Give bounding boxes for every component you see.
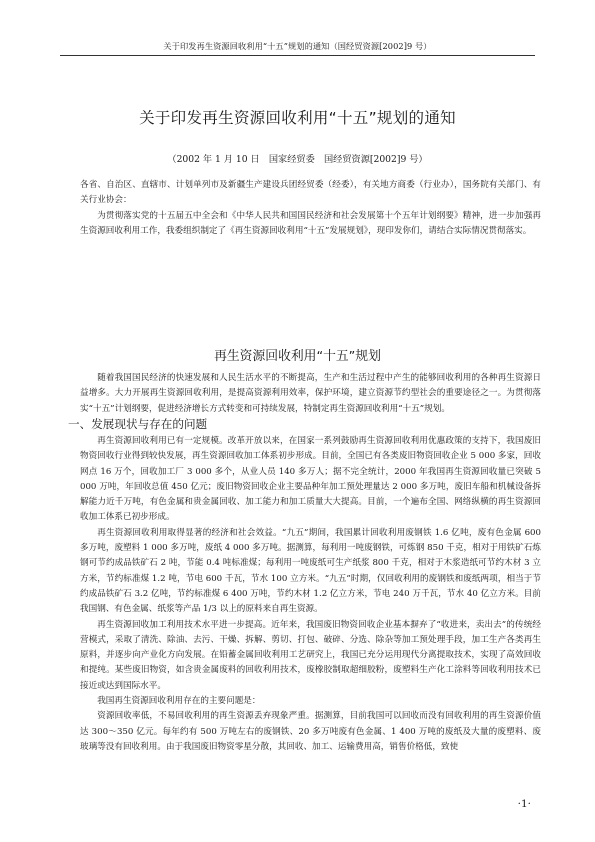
body-paragraph: 资源回收率低，不易回收利用的再生资源丢弃现象严重。据测算，目前我国可以回收而没有回收利用的再生资源价值达 300～350 亿元。每年约有 500 万吨左右的废钢铁、20 多万吨废有色金属、1 400 万吨的废纸及大量的废塑料、废玻璃等没有回收利用。由于我国废旧物资零星分散，其回收、加工、运输费用高，销售价格低，致使 — [80, 711, 541, 752]
intro-paragraph: 随着我国国民经济的快速发展和人民生活水平的不断提高，生产和生活过程中产生的能够回收利用的各种再生资源日益增多。大力开展再生资源回收利用，是提高资源利用效率，保护环境，建立资源节约型社会的重要途径之一。为贯彻落实“十五”计划纲要，促进经济增长方式转变和可持续发展，特制定再生资源回收利用“十五”规划。 — [80, 373, 541, 414]
notice-text — [80, 178, 541, 239]
body-paragraph: 再生资源回收利用已有一定规模。改革开放以来，在国家一系列鼓励再生资源回收利用优惠政策的支持下，我国废旧物资回收行业得到较快发展，再生资源回收加工体系初步形成。目前，全国已有各类废旧物资回收企业 5 000 多家，回收网点 16 万个，回收加工厂 3 000 多个，从业人员 140 多万人；据不完全统计，2000 年我国再生资源回收量已突破 5 000 万吨，年回收总值 450 亿元；废旧物资回收企业主要品种年加工预处理量达 2 000 多万吨，废旧车船和机械设备拆解能力近千万吨，有色金属和贵金属回收、加工能力和加工质量大大提高。目前，一个遍布全国、网络纵横的再生资源回收加工体系已初步形成。 — [80, 436, 541, 523]
notice-paragraph: 为贯彻落实党的十五届五中全会和《中华人民共和国国民经济和社会发展第十个五年计划纲要》精神，进一步加强再生资源回收利用工作，我委组织制定了《再生资源回收利用“十五”发展规划》，现印发你们，请结合实际情况贯彻落实。 — [80, 210, 541, 236]
document-title: 关于印发再生资源回收利用“十五”规划的通知 — [139, 109, 456, 127]
body-paragraph: 再生资源回收利用取得显著的经济和社会效益。“九五”期间，我国累计回收利用废钢铁 1.6 亿吨，废有色金属 600 多万吨，废塑料 1 000 多万吨，废纸 4 000 多万吨。据测算，每利用一吨废钢铁，可炼钢 850 千克，相对于用铁矿石炼钢可节约成品铁矿石 2 吨，节能 0.4 吨标准煤；每利用一吨废纸可生产纸浆 800 千克，相对于木浆造纸可节约木材 3 立方米，节约标准煤 1.2 吨，节电 600 千瓦，节水 100 立方米。“九五”时期，仅回收利用的废钢铁和废纸两项，相当于节约成品铁矿石 3.2 亿吨，节约标准煤 6 400 万吨，节约木材 1.2 亿立方米，节电 240 万千瓦，节水 40 亿立方米。目前我国钢、有色金属、纸浆等产品 1/3 以上的原料来自再生资源。 — [80, 527, 541, 615]
addressee-paragraph: 各省、自治区、直辖市、计划单列市及新疆生产建设兵团经贸委（经委），有关地方商委（行业办），国务院有关部门、有关行业协会： — [80, 180, 541, 206]
plan-title: 再生资源回收利用“十五”规划 — [214, 349, 381, 364]
plan-intro — [80, 371, 541, 417]
section-body — [80, 434, 541, 755]
body-paragraph: 再生资源回收加工利用技术水平进一步提高。近年来，我国废旧物资回收企业基本摒弃了“收进来，卖出去”的传统经营模式，采取了清洗、除油、去污、干燥、拆解、剪切、打包、破碎、分选、除杂等加工预处理手段，加工生产各类再生原料，并逐步向产业化方向发展。在铅蓄金属回收利用工艺研究上，我国已充分运用现代分离提取技术，实现了高效回收和提纯。某些废旧物资，如含贵金属废料的回收利用技术，废橡胶制取超细胶粉，废塑料生产化工涂料等回收利用技术已接近或达到国际水平。 — [80, 619, 541, 691]
section-heading: 一、发展现状与存在的问题 — [68, 417, 208, 431]
page-number: ·1· — [517, 798, 531, 810]
body-paragraph: 我国再生资源回收利用存在的主要问题是： — [97, 696, 261, 707]
document-dateline: （2002 年 1 月 10 日 国家经贸委 国经贸资源[2002]9 号） — [167, 154, 428, 165]
running-header: 关于印发再生资源回收利用“十五”规划的通知（国经贸资源[2002]9 号） — [60, 41, 535, 56]
